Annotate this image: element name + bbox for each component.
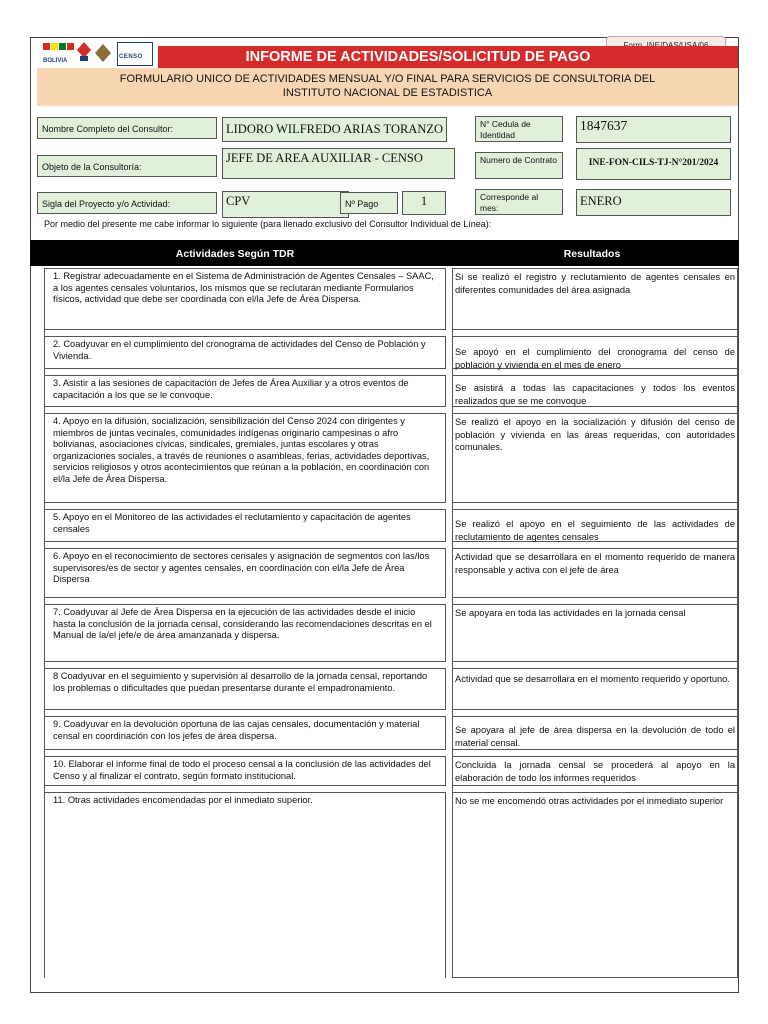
table-row	[44, 668, 738, 710]
activity-cell: 10. Elaborar el informe final de todo el proceso censal a la conclusión de las actividades del Censo y al finalizar el contrato, según formato institucional.	[44, 756, 446, 786]
result-cell: Se apoyó en el cumplimiento del cronograma del censo de población y vivienda en el mes de enero	[452, 336, 738, 369]
activities-column-header: Actividades Según TDR	[175, 248, 295, 260]
activities-table-header	[30, 240, 739, 266]
result-cell: Se apoyara en toda las actividades en la jornada censal	[452, 604, 738, 662]
page-title: INFORME DE ACTIVIDADES/SOLICITUD DE PAGO	[245, 49, 591, 65]
bolivia-logo-text: BOLIVIA	[43, 58, 68, 64]
result-cell: Se asistirá a todas las capacitaciones y todos los eventos realizados que se me convoque	[452, 375, 738, 407]
activity-cell: 2. Coadyuvar en el cumplimiento del cronograma de actividades del Censo de Población y Vivienda.	[44, 336, 446, 369]
form-subtitle	[37, 68, 738, 106]
result-cell: Se realizó el apoyo en el seguimiento de las actividades de reclutamiento de agentes censales	[452, 509, 738, 542]
payment-number-label: Nº Pago	[340, 192, 398, 214]
consultant-name-label: Nombre Completo del Consultor:	[37, 117, 217, 139]
contract-number-label: Numero de Contrato	[475, 152, 563, 179]
emblem-icon	[95, 44, 111, 62]
activity-cell: 9. Coadyuvar en la devolución oportuna de las cajas censales, documentación y material censal en coordinación con los jefes de área dispersa.	[44, 716, 446, 750]
intro-text: Por medio del presente me cabe informar lo siguiente (para llenado exclusivo del Consultor Individual de Línea):	[44, 219, 492, 229]
payment-number-field[interactable]: 1	[402, 191, 446, 215]
results-column-header: Resultados	[563, 248, 621, 260]
result-cell: Se apoyara al jefe de área dispersa en la devolución de todo el material censal.	[452, 716, 738, 750]
activity-cell: 8 Coadyuvar en el seguimiento y supervisión al desarrollo de la jornada censal, reportando los problemas o dificultades que puedan presentarse durante el empadronamiento.	[44, 668, 446, 710]
result-cell: Actividad que se desarrollara en el momento requerido de manera responsable y activa con el jefe de área	[452, 548, 738, 598]
table-row	[44, 756, 738, 786]
consultant-name-field[interactable]: LIDORO WILFREDO ARIAS TORANZO	[222, 117, 447, 142]
table-row	[44, 413, 738, 503]
id-number-field[interactable]: 1847637	[576, 116, 731, 143]
table-row	[44, 509, 738, 542]
table-row	[44, 548, 738, 598]
id-number-label: N° Cedula de Identidad	[475, 116, 563, 142]
result-cell: No se me encomendó otras actividades por el inmediato superior	[452, 792, 738, 978]
result-cell: Se realizó el apoyo en la socialización y difusión del censo de población y vivienda en las áreas requeridas, con autoridades comunales.	[452, 413, 738, 503]
activity-cell: 6. Apoyo en el reconocimiento de sectores censales y asignación de segmentos con las/los supervisores/es de sector y agentes censales, en coordinación con el/la Jefe de Área Dispersa	[44, 548, 446, 598]
subtitle-line-1: FORMULARIO UNICO DE ACTIVIDADES MENSUAL Y/O FINAL PARA SERVICIOS DE CONSULTORIA DEL	[119, 73, 656, 85]
project-code-field[interactable]: CPV	[222, 191, 349, 218]
censo-logo-text: CENSO	[119, 54, 143, 60]
ine-logo	[77, 42, 91, 62]
activity-cell: 11. Otras actividades encomendadas por el inmediato superior.	[44, 792, 446, 978]
month-field[interactable]: ENERO	[576, 189, 731, 216]
project-code-label: Sigla del Proyecto y/o Actividad:	[37, 192, 217, 214]
institution-logos	[37, 40, 157, 66]
consultancy-object-field[interactable]: JEFE DE AREA AUXILIAR - CENSO	[222, 148, 455, 179]
activity-cell: 5. Apoyo en el Monitoreo de las actividades el reclutamiento y capacitación de agentes censales	[44, 509, 446, 542]
table-row	[44, 336, 738, 369]
month-label: Corresponde al mes:	[475, 189, 563, 215]
activity-cell: 1. Registrar adecuadamente en el Sistema de Administración de Agentes Censales – SAAC, a los agentes censales voluntarios, los mismos que se reclutarán mediante Formularios físicos, actividad que debe ser coordinada con el/la Jefe de Área Dispersa.	[44, 268, 446, 330]
table-row	[44, 604, 738, 662]
activity-cell: 7. Coadyuvar al Jefe de Área Dispersa en la ejecución de las actividades desde el inicio hasta la conclusión de la jornada censal, considerando las recomendaciones descritas en el Manual de la/el jefe/e de área amanzanada y dispersa.	[44, 604, 446, 662]
table-row	[44, 716, 738, 750]
consultancy-object-label: Objeto de la Consultoría:	[37, 155, 217, 177]
activity-cell: 3. Asistir a las sesiones de capacitación de Jefes de Área Auxiliar y a otros eventos de capacitación a los que se le convoque.	[44, 375, 446, 407]
result-cell: Si se realizó el registro y reclutamiento de agentes censales en diferentes comunidades del área asignada	[452, 268, 738, 330]
table-row	[44, 375, 738, 407]
result-cell: Concluida la jornada censal se procederá al apoyo en la elaboración de todo los informes requeridos	[452, 756, 738, 786]
contract-number-field[interactable]: INE-FON-CILS-TJ-N°201/2024	[576, 148, 731, 180]
table-row	[44, 268, 738, 330]
result-cell: Actividad que se desarrollara en el momento requerido y oportuno.	[452, 668, 738, 710]
table-row	[44, 792, 738, 978]
activity-cell: 4. Apoyo en la difusión, socialización, sensibilización del Censo 2024 con dirigentes y miembros de juntas vecinales, comunidades indígenas originario campesinas o afro bolivianas, asociaciones cívicas, sindicales, gremiales, juntas escolares y otras organizaciones sociales, a través de reuniones o asambleas, ferias, actividades deportivas, servicios religiosos y otros acontecimientos que reúnan a la población, en coordinación con el/la Jefe de Área Dispersa.	[44, 413, 446, 503]
subtitle-line-2: INSTITUTO NACIONAL DE ESTADISTICA	[282, 87, 493, 99]
